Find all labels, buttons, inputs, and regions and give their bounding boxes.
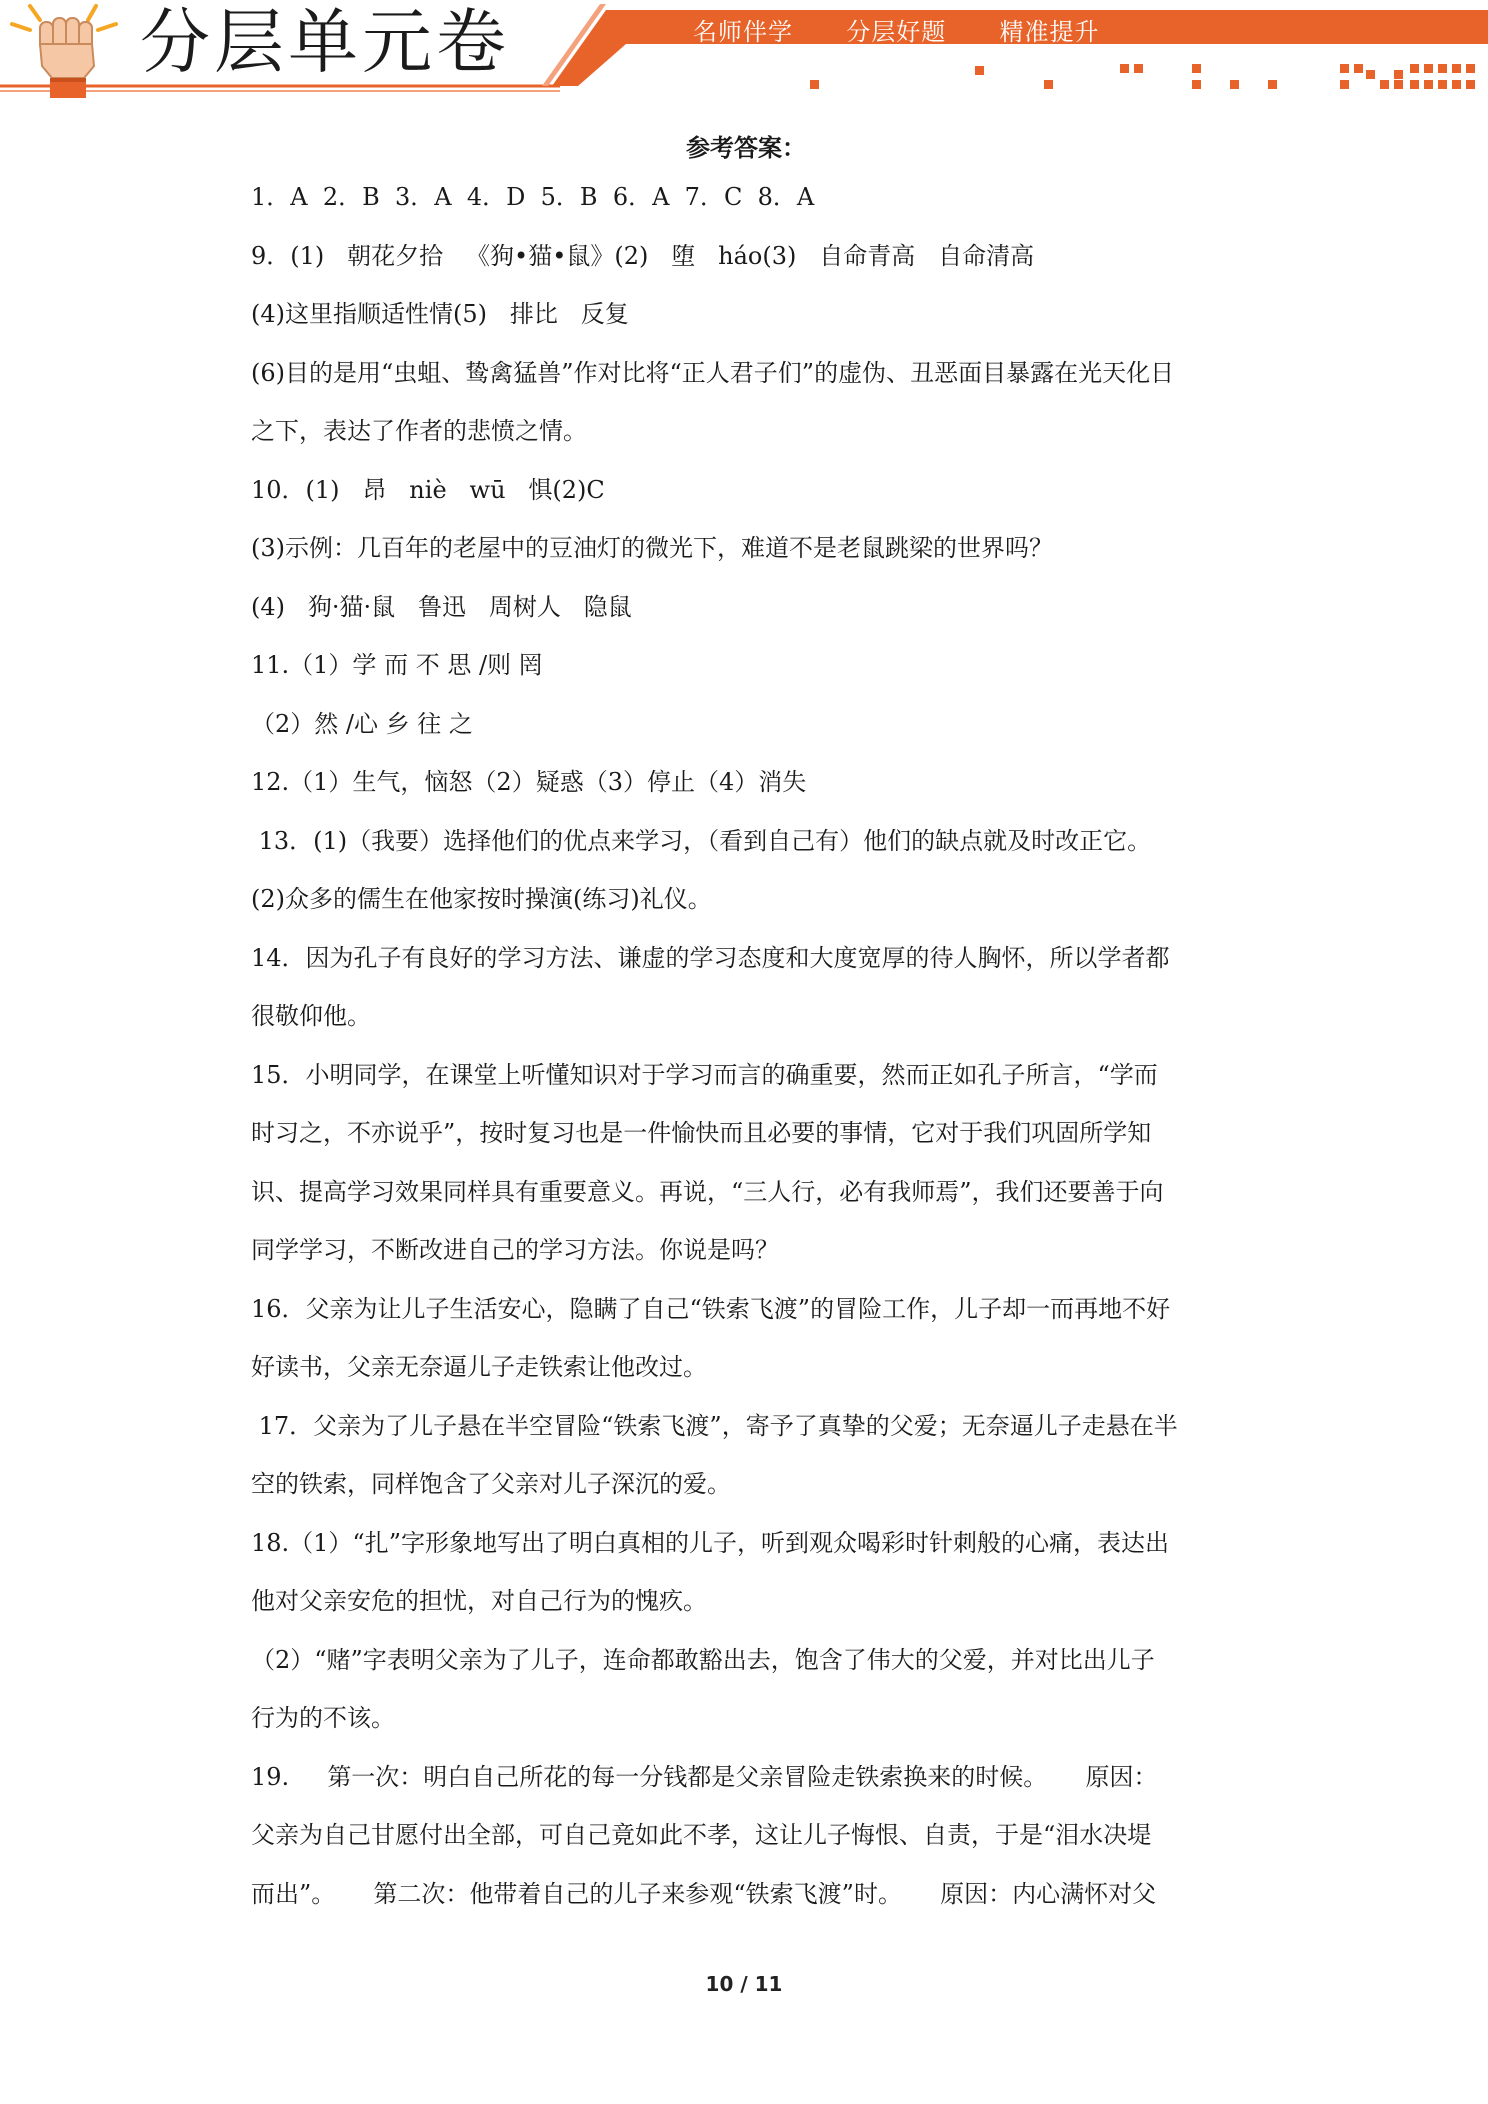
decorative-dots (810, 64, 1475, 89)
answer-line: （2）然 /心 乡 往 之 (251, 709, 473, 738)
answer-line: 他对父亲安危的担忧，对自己行为的愧疚。 (251, 1587, 707, 1615)
page-header (0, 0, 1488, 100)
answer-line: 1．A 2．B 3．A 4．D 5．B 6．A 7．C 8．A (251, 183, 815, 211)
answer-line: 12.（1）生气，恼怒（2）疑惑（3）停止（4）消失 (251, 768, 807, 796)
answer-line: 很敬仰他。 (251, 1002, 371, 1030)
answer-line: 18.（1）“扎”字形象地写出了明白真相的儿子，听到观众喝彩时针刺般的心痛，表达出 (251, 1528, 1169, 1557)
page-number: 10 / 11 (705, 1972, 783, 1996)
answer-line: 17．父亲为了儿子悬在半空冒险“铁索飞渡”，寄予了真挚的父爱；无奈逼儿子走悬在半 (251, 1411, 1178, 1440)
answer-line: 好读书，父亲无奈逼儿子走铁索让他改过。 (251, 1353, 707, 1381)
answer-line: 同学学习，不断改进自己的学习方法。你说是吗？ (251, 1236, 779, 1264)
raised-fist-icon (12, 6, 116, 98)
answer-line: 13．(1)（我要）选择他们的优点来学习，（看到自己有）他们的缺点就及时改正它。 (251, 826, 1152, 855)
answer-line: 15．小明同学，在课堂上听懂知识对于学习而言的确重要，然而正如孔子所言，“学而 (251, 1060, 1158, 1089)
header-slogan: 名师伴学 分层好题 精准提升 (693, 18, 1100, 46)
answer-line: (4) 狗·猫·鼠 鲁迅 周树人 隐鼠 (251, 592, 632, 621)
answer-line: 10．(1) 昂 niè wū 惧(2)C (251, 475, 605, 504)
answer-line: 11.（1）学 而 不 思 /则 罔 (251, 651, 543, 679)
answer-line: 之下，表达了作者的悲愤之情。 (251, 417, 587, 445)
answer-line: 时习之，不亦说乎”，按时复习也是一件愉快而且必要的事情，它对于我们巩固所学知 (251, 1119, 1152, 1147)
answer-line: 空的铁索，同样饱含了父亲对儿子深沉的爱。 (251, 1470, 731, 1498)
answer-line: 行为的不该。 (251, 1704, 395, 1732)
page-title: 参考答案： (686, 133, 806, 162)
answer-line: (6)目的是用“虫蛆、鸷禽猛兽”作对比将“正人君子们”的虚伪、丑恶面目暴露在光天化日 (251, 358, 1175, 387)
answer-line: 19. 第一次：明白自己所花的每一分钱都是父亲冒险走铁索换来的时候。 原因： (251, 1762, 1158, 1791)
answer-line: 识、提高学习效果同样具有重要意义。再说，“三人行，必有我师焉”，我们还要善于向 (251, 1177, 1164, 1206)
answer-line: 14．因为孔子有良好的学习方法、谦虚的学习态度和大度宽厚的待人胸怀，所以学者都 (251, 943, 1170, 972)
answer-content (251, 128, 1241, 1923)
answer-line: 父亲为自己甘愿付出全部，可自己竟如此不孝，这让儿子悔恨、自责，于是“泪水决堤 (251, 1821, 1152, 1849)
answer-line: 9．(1) 朝花夕拾 《狗•猫•鼠》(2) 堕 háo(3) 自命青高 自命清高 (251, 241, 1035, 270)
answer-line: 16．父亲为让儿子生活安心，隐瞒了自己“铁索飞渡”的冒险工作，儿子却一而再地不好 (251, 1294, 1171, 1323)
answer-line: (3)示例：几百年的老屋中的豆油灯的微光下，难道不是老鼠跳梁的世界吗？ (251, 534, 1053, 562)
answer-lines (251, 168, 1241, 1923)
answer-line: 而出”。 第二次：他带着自己的儿子来参观“铁索飞渡”时。 原因：内心满怀对父 (251, 1879, 1157, 1908)
brand-title: 分层单元卷 (140, 1, 510, 83)
answer-line: (2)众多的儒生在他家按时操演(练习)礼仪。 (251, 885, 712, 913)
answer-line: （2）“赌”字表明父亲为了儿子，连命都敢豁出去，饱含了伟大的父爱，并对比出儿子 (251, 1645, 1155, 1674)
answer-line: (4)这里指顺适性情(5) 排比 反复 (251, 300, 629, 328)
